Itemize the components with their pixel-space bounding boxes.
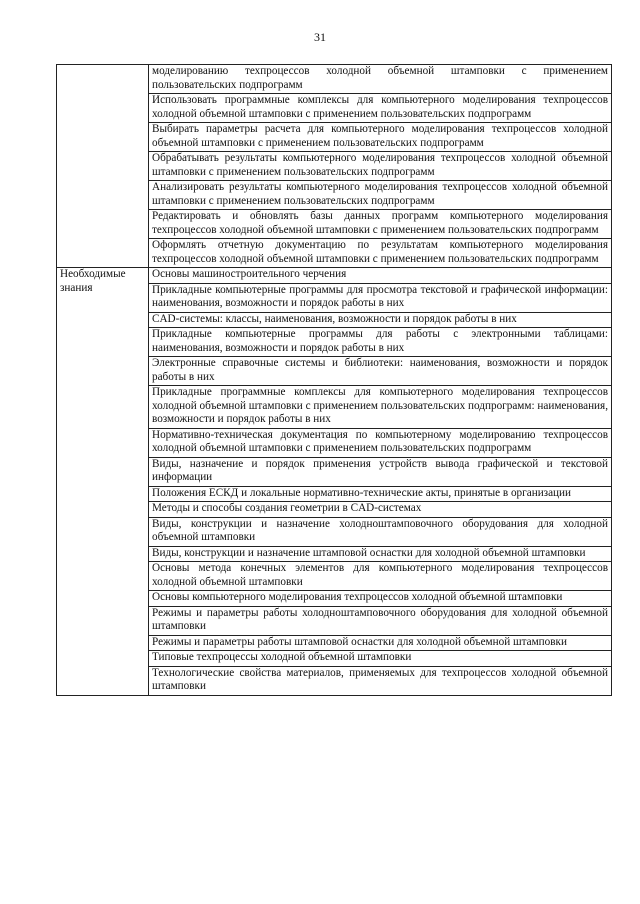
row-group-label: Необходимые знания bbox=[57, 268, 149, 696]
table-cell-description: Использовать программные комплексы для компьютерного моделирования техпроцессов холодной объемной штамповки с применением пользовательских подпрограмм bbox=[149, 94, 612, 123]
table-cell-description: Методы и способы создания геометрии в CAD-системах bbox=[149, 502, 612, 518]
requirements-table bbox=[56, 64, 612, 696]
table-cell-description: Обрабатывать результаты компьютерного моделирования техпроцессов холодной объемной штамповки с применением пользовательских подпрограмм bbox=[149, 152, 612, 181]
table-cell-description: Типовые техпроцессы холодной объемной штамповки bbox=[149, 651, 612, 667]
table-cell-description: Выбирать параметры расчета для компьютерного моделирования техпроцессов холодной объемной штамповки с применением пользовательских подпрограмм bbox=[149, 123, 612, 152]
table-cell-description: Виды, конструкции и назначение холодноштамповочного оборудования для холодной объемной штамповки bbox=[149, 517, 612, 546]
table-cell-description: Прикладные компьютерные программы для просмотра текстовой и графической информации: наименования, возможности и порядок работы в них bbox=[149, 283, 612, 312]
table-row bbox=[57, 65, 612, 94]
table-cell-description: Электронные справочные системы и библиотеки: наименования, возможности и порядок работы в них bbox=[149, 357, 612, 386]
table-cell-description: Виды, назначение и порядок применения устройств вывода графической и текстовой информации bbox=[149, 457, 612, 486]
page-number: 31 bbox=[314, 30, 326, 44]
table-cell-description: Положения ЕСКД и локальные нормативно-технические акты, принятые в организации bbox=[149, 486, 612, 502]
table-cell-description: Основы метода конечных элементов для компьютерного моделирования техпроцессов холодной объемной штамповки bbox=[149, 562, 612, 591]
row-group-label bbox=[57, 65, 149, 268]
table-cell-description: Прикладные компьютерные программы для работы с электронными таблицами: наименования, возможности и порядок работы в них bbox=[149, 328, 612, 357]
table-cell-description: Режимы и параметры работы штамповой оснастки для холодной объемной штамповки bbox=[149, 635, 612, 651]
table-cell-description: Виды, конструкции и назначение штамповой оснастки для холодной объемной штамповки bbox=[149, 546, 612, 562]
table-cell-description: Оформлять отчетную документацию по результатам компьютерного моделирования техпроцессов холодной объемной штамповки с применением пользовательских подпрограмм bbox=[149, 239, 612, 268]
table-cell-description: Нормативно-техническая документация по компьютерному моделированию техпроцессов холодной объемной штамповки с применением пользовательских подпрограмм bbox=[149, 428, 612, 457]
table-cell-description: Анализировать результаты компьютерного моделирования техпроцессов холодной объемной штамповки с применением пользовательских подпрограмм bbox=[149, 181, 612, 210]
table-cell-description: моделированию техпроцессов холодной объемной штамповки с применением пользовательских подпрограмм bbox=[149, 65, 612, 94]
table-cell-description: Основы машиностроительного черчения bbox=[149, 268, 612, 284]
table-cell-description: Редактировать и обновлять базы данных программ компьютерного моделирования техпроцессов холодной объемной штамповки с применением пользовательских подпрограмм bbox=[149, 210, 612, 239]
table-cell-description: CAD-системы: классы, наименования, возможности и порядок работы в них bbox=[149, 312, 612, 328]
table-cell-description: Основы компьютерного моделирования техпроцессов холодной объемной штамповки bbox=[149, 591, 612, 607]
table-cell-description: Режимы и параметры работы холодноштамповочного оборудования для холодной объемной штамповки bbox=[149, 606, 612, 635]
table-cell-description: Технологические свойства материалов, применяемых для техпроцессов холодной объемной штамповки bbox=[149, 666, 612, 695]
table-row bbox=[57, 268, 612, 284]
table-cell-description: Прикладные программные комплексы для компьютерного моделирования техпроцессов холодной объемной штамповки с применением пользовательских подпрограмм: наименования, возможности и порядок работы в них bbox=[149, 386, 612, 429]
